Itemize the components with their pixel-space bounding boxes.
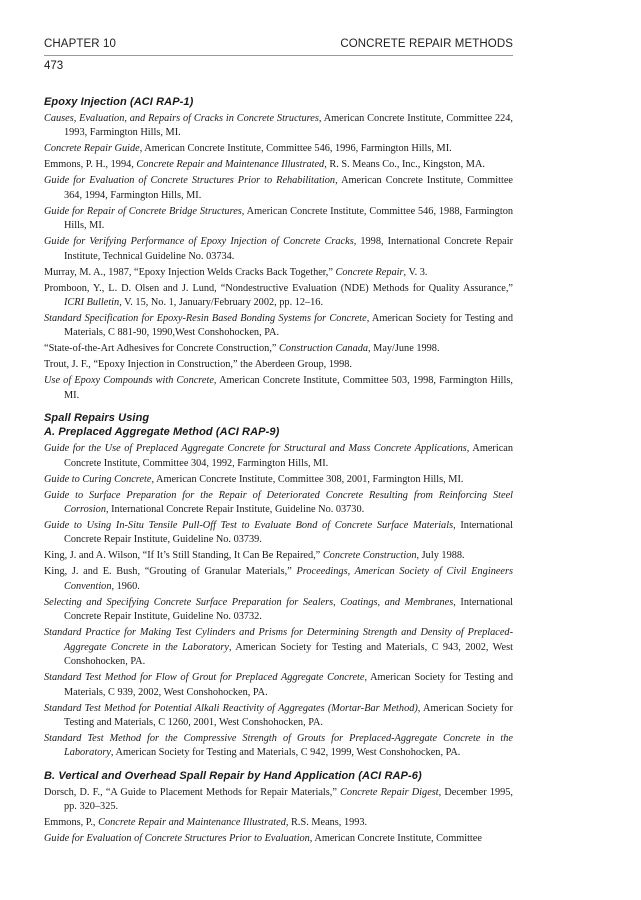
reference-entry <box>44 832 513 846</box>
section-heading-epoxy-injection: Epoxy Injection (ACI RAP-1) <box>44 96 194 108</box>
reference-text: “State-of-the-Art Adhesives for Concrete Construction,” <box>44 343 280 355</box>
reference-text: , July 1988. <box>416 550 465 562</box>
reference-title: Guide for Evaluation of Concrete Structures Prior to Evaluation <box>44 833 310 845</box>
reference-title: Selecting and Specifying Concrete Surface Preparation for Sealers, Coatings, and Membranes <box>44 596 454 608</box>
reference-title: ICRI Bulletin <box>64 297 120 309</box>
references-content <box>44 96 513 847</box>
reference-entry <box>44 158 513 172</box>
reference-text: , R.S. Means, 1993. <box>285 817 368 829</box>
reference-entry <box>44 235 513 264</box>
reference-entry <box>44 142 513 156</box>
reference-entry <box>44 205 513 234</box>
reference-text: , American Concrete Institute, Committee 546, 1988, Farmington Hills, MI. <box>64 205 513 232</box>
reference-text: , American Concrete Institute, Committee 304, 1992, Farmington Hills, MI. <box>64 443 513 469</box>
reference-list-vertical-overhead <box>44 786 513 847</box>
reference-text: , May/June 1998. <box>368 343 440 355</box>
running-title: CONCRETE REPAIR METHODS <box>340 38 513 50</box>
reference-title: Standard Practice for Making Test Cylinders and Prisms for Determining Strength and Density of Preplaced-Aggregate Concrete in the Laboratory <box>44 627 513 653</box>
subsection-heading-preplaced-aggregate: A. Preplaced Aggregate Method (ACI RAP-9) <box>44 426 280 439</box>
reference-text: , International Concrete Repair Institute, Guideline No. 03739. <box>64 520 513 546</box>
reference-title: Standard Test Method for Potential Alkali Reactivity of Aggregates (Mortar-Bar Method) <box>44 702 418 714</box>
reference-entry <box>44 786 513 815</box>
reference-text: Trout, J. F., “Epoxy Injection in Construction,” the Aberdeen Group, 1998. <box>44 359 352 371</box>
reference-text: Murray, M. A., 1987, “Epoxy Injection Welds Cracks Back Together,” <box>44 266 336 278</box>
reference-entry <box>44 702 513 731</box>
reference-text: , V. 15, No. 1, January/February 2002, pp. 12–16. <box>119 297 324 309</box>
reference-title: Concrete Repair Guide <box>44 143 140 155</box>
reference-title: Guide to Surface Preparation for the Repair of Deteriorated Concrete Resulting from Reinforcing Steel Corrosion <box>44 489 513 516</box>
reference-entry <box>44 312 513 341</box>
reference-list-preplaced-aggregate <box>44 442 513 760</box>
reference-entry <box>44 358 513 372</box>
reference-text: , American Concrete Institute, Committee 364, 1994, Farmington Hills, MI. <box>64 175 513 201</box>
chapter-label: CHAPTER 10 <box>44 38 116 50</box>
reference-text: , American Concrete Institute, Committee 308, 2001, Farmington Hills, MI. <box>151 473 464 485</box>
section-heading-spall-repairs: Spall Repairs Using <box>44 412 150 425</box>
reference-text: Promboon, Y., L. D. Olsen and J. Lund, “Nondestructive Evaluation (NDE) Methods for Quality Assurance,” <box>44 282 513 294</box>
reference-text: , American Society for Testing and Materials, C 942, 1999, West Conshohocken, PA. <box>110 747 461 759</box>
reference-entry <box>44 732 513 761</box>
reference-list-epoxy-injection <box>44 112 513 403</box>
reference-text: King, J. and A. Wilson, “If It’s Still Standing, It Can Be Repaired,” <box>44 550 323 562</box>
reference-text: , American Society for Testing and Materials, C 1260, 2001, West Conshohocken, PA. <box>64 702 513 728</box>
reference-entry <box>44 596 513 625</box>
reference-title: Guide to Using In-Situ Tensile Pull-Off Test to Evaluate Bond of Concrete Surface Materials <box>44 520 454 532</box>
reference-text: Emmons, P., <box>44 817 99 829</box>
reference-entry <box>44 816 513 830</box>
reference-entry <box>44 549 513 563</box>
reference-text: , R. S. Means Co., Inc., Kingston, MA. <box>324 159 485 171</box>
reference-title: Standard Test Method for the Compressive Strength of Grouts for Preplaced-Aggregate Concrete in the Laboratory <box>44 732 513 759</box>
reference-title: Guide for the Use of Preplaced Aggregate Concrete for Structural and Mass Concrete Applications <box>44 443 467 455</box>
page-number: 473 <box>44 60 64 72</box>
subsection-heading-vertical-overhead: B. Vertical and Overhead Spall Repair by Hand Application (ACI RAP-6) <box>44 769 422 782</box>
reference-title: Guide for Verifying Performance of Epoxy Injection of Concrete Cracks <box>44 236 354 248</box>
reference-text: , International Concrete Repair Institute, Guideline No. 03732. <box>64 596 513 623</box>
reference-entry <box>44 626 513 669</box>
reference-title: Concrete Repair Digest <box>340 786 439 798</box>
reference-title: Guide to Curing Concrete <box>44 473 152 485</box>
reference-title: Proceedings, American Society of Civil Engineers Convention <box>64 566 513 592</box>
reference-title: Guide for Repair of Concrete Bridge Structures <box>44 205 242 217</box>
reference-entry <box>44 266 513 280</box>
reference-title: Standard Test Method for Flow of Grout for Preplaced Aggregate Concrete <box>44 672 365 684</box>
reference-entry <box>44 565 513 594</box>
reference-text: , 1998, International Concrete Repair Institute, Technical Guideline No. 03734. <box>64 236 513 262</box>
reference-entry <box>44 342 513 356</box>
reference-entry <box>44 112 513 141</box>
reference-entry <box>44 282 513 311</box>
reference-text: Dorsch, D. F., “A Guide to Placement Methods for Repair Materials,” <box>44 786 341 798</box>
reference-title: Construction Canada <box>279 343 369 355</box>
reference-title: Concrete Repair <box>335 266 404 278</box>
reference-title: Standard Specification for Epoxy-Resin Based Bonding Systems for Concrete <box>44 313 367 325</box>
reference-text: King, J. and E. Bush, “Grouting of Granular Materials,” <box>44 566 297 578</box>
reference-entry <box>44 374 513 403</box>
reference-entry <box>44 174 513 203</box>
reference-title: Causes, Evaluation, and Repairs of Cracks in Concrete Structures <box>44 113 319 124</box>
reference-title: Concrete Construction <box>322 550 417 562</box>
reference-title: Guide for Evaluation of Concrete Structures Prior to Rehabilitation <box>44 175 336 187</box>
reference-text: , American Concrete Institute, Committee 224, 1993, Farmington Hills, MI. <box>64 113 513 139</box>
reference-text: , American Society for Testing and Materials, C 939, 2002, West Conshohocken, PA. <box>64 672 513 698</box>
reference-text: , December 1995, pp. 320–325. <box>64 786 513 813</box>
reference-title: Concrete Repair and Maintenance Illustrated <box>98 817 286 829</box>
reference-text: , American Society for Testing and Materials, C 881-90, 1990,West Conshohocken, PA. <box>64 313 513 339</box>
reference-text: , American Concrete Institute, Committee <box>309 833 482 845</box>
reference-text: , 1960. <box>111 580 140 592</box>
reference-entry <box>44 442 513 471</box>
running-header <box>44 38 513 56</box>
reference-title: Use of Epoxy Compounds with Concrete <box>44 375 214 387</box>
reference-entry <box>44 473 513 487</box>
reference-text: , V. 3. <box>403 266 428 278</box>
reference-text: , International Concrete Repair Institute, Guideline No. 03730. <box>105 504 365 516</box>
reference-title: Concrete Repair and Maintenance Illustrated <box>136 159 325 171</box>
reference-entry <box>44 519 513 548</box>
reference-entry <box>44 671 513 700</box>
reference-text: Emmons, P. H., 1994, <box>44 159 137 171</box>
reference-text: , American Concrete Institute, Committee 503, 1998, Farmington Hills, MI. <box>64 375 513 401</box>
reference-entry <box>44 489 513 518</box>
reference-text: , American Society for Testing and Materials, C 943, 2002, West Conshohocken, PA. <box>64 641 513 668</box>
reference-text: , American Concrete Institute, Committee 546, 1996, Farmington Hills, MI. <box>139 143 452 155</box>
